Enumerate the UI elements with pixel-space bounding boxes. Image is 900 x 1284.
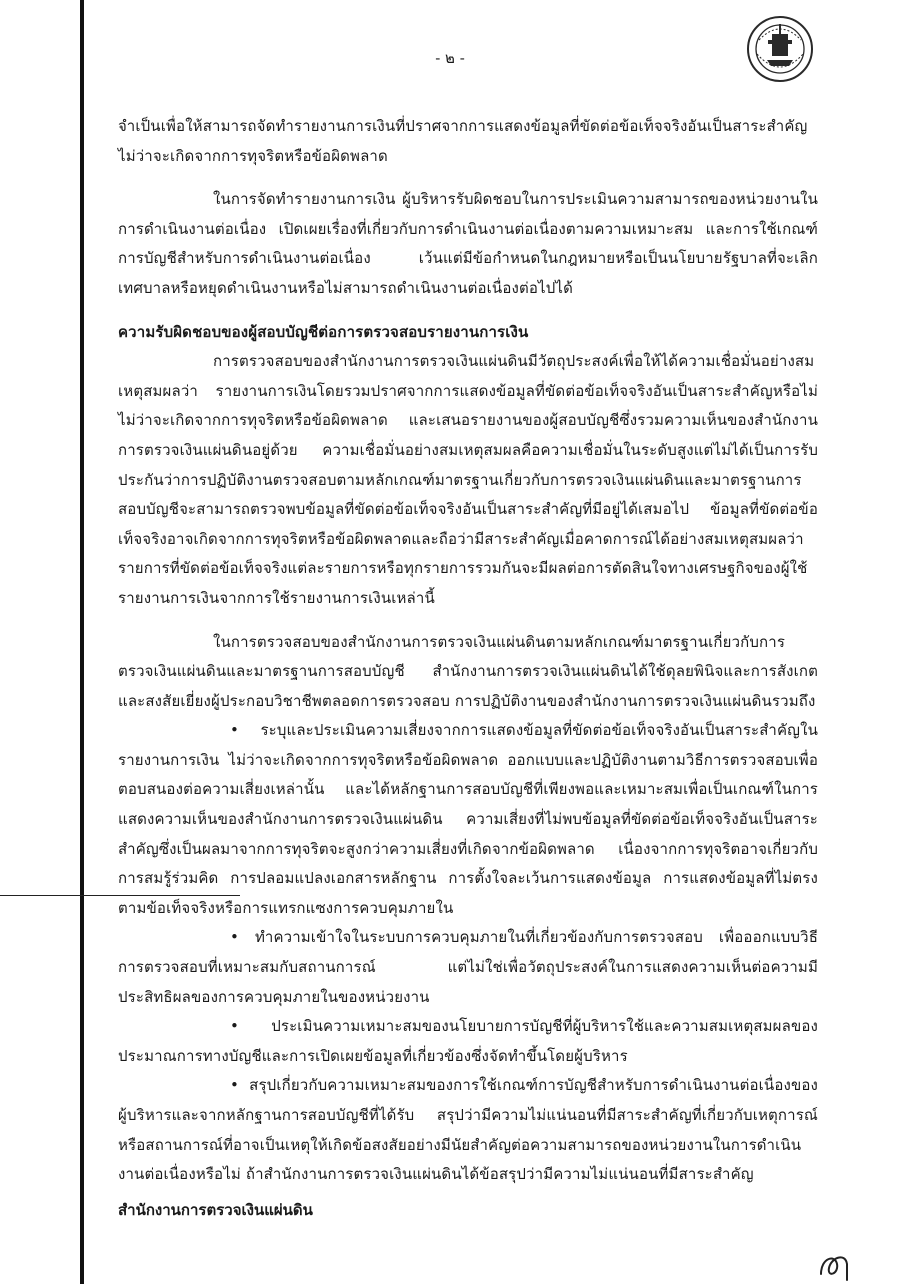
document-body	[118, 112, 818, 1190]
seal-stamp-icon	[745, 14, 815, 84]
bullet-item-3: • ประเมินความเหมาะสมของนโยบายการบัญชีที่ผู้บริหารใช้และความสมเหตุสมผลของประมาณการทางบัญชีและการเปิดเผยข้อมูลที่เกี่ยวข้องซึ่งจัดทำขึ้นโดยผู้บริหาร	[118, 1017, 818, 1065]
paragraph-1: จำเป็นเพื่อให้สามารถจัดทำรายงานการเงินที่ปราศจากการแสดงข้อมูลที่ขัดต่อข้อเท็จจริงอันเป็นสาระสำคัญ ไม่ว่าจะเกิดจากการทุจริตหรือข้อผิดพลาด	[118, 117, 808, 165]
footer-office-name: สำนักงานการตรวจเงินแผ่นดิน	[118, 1201, 313, 1219]
paragraph-3: การตรวจสอบของสำนักงานการตรวจเงินแผ่นดินมีวัตถุประสงค์เพื่อให้ได้ความเชื่อมั่นอย่างสมเหตุสมผลว่า รายงานการเงินโดยรวมปราศจากการแสดงข้อมูลที่ขัดต่อข้อเท็จจริงอันเป็นสาระสำคัญหรือไม่ ไม่ว่าจะเกิดจากการทุจริตหรือข้อผิดพลาด และเสนอรายงานของผู้สอบบัญชีซึ่งรวมความเห็นของสำนักงานการตรวจเงินแผ่นดินอยู่ด้วย ความเชื่อมั่นอย่างสมเหตุสมผลคือความเชื่อมั่นในระดับสูงแต่ไม่ได้เป็นการรับประกันว่าการปฏิบัติงานตรวจสอบตามหลักเกณฑ์มาตรฐานเกี่ยวกับการตรวจเงินแผ่นดินและมาตรฐานการสอบบัญชีจะสามารถตรวจพบข้อมูลที่ขัดต่อข้อเท็จจริงอันเป็นสาระสำคัญที่มีอยู่ได้เสมอไป ข้อมูลที่ขัดต่อข้อเท็จจริงอาจเกิดจากการทุจริตหรือข้อผิดพลาดและถือว่ามีสาระสำคัญเมื่อคาดการณ์ได้อย่างสมเหตุสมผลว่ารายการที่ขัดต่อข้อเท็จจริงแต่ละรายการหรือทุกรายการรวมกันจะมีผลต่อการตัดสินใจทางเศรษฐกิจของผู้ใช้รายงานการเงินจากการใช้รายงานการเงินเหล่านี้	[118, 352, 818, 607]
paragraph-4: ในการตรวจสอบของสำนักงานการตรวจเงินแผ่นดินตามหลักเกณฑ์มาตรฐานเกี่ยวกับการตรวจเงินแผ่นดินและมาตรฐานการสอบบัญชี สำนักงานการตรวจเงินแผ่นดินได้ใช้ดุลยพินิจและการสังเกตและสงสัยเยี่ยงผู้ประกอบวิชาชีพตลอดการตรวจสอบ การปฏิบัติงานของสำนักงานการตรวจเงินแผ่นดินรวมถึง	[118, 632, 818, 710]
section-heading: ความรับผิดชอบของผู้สอบบัญชีต่อการตรวจสอบรายงานการเงิน	[118, 322, 529, 341]
bullet-item-2: • ทำความเข้าใจในระบบการควบคุมภายในที่เกี่ยวข้องกับการตรวจสอบ เพื่อออกแบบวิธีการตรวจสอบที่เหมาะสมกับสถานการณ์ แต่ไม่ใช่เพื่อวัตถุประสงค์ในการแสดงความเห็นต่อความมีประสิทธิผลของการควบคุมภายในของหน่วยงาน	[118, 928, 818, 1006]
paragraph-2: ในการจัดทำรายงานการเงิน ผู้บริหารรับผิดชอบในการประเมินความสามารถของหน่วยงานในการดำเนินงานต่อเนื่อง เปิดเผยเรื่องที่เกี่ยวกับการดำเนินงานต่อเนื่องตามความเหมาะสม และการใช้เกณฑ์การบัญชีสำหรับการดำเนินงานต่อเนื่อง เว้นแต่มีข้อกำหนดในกฎหมายหรือเป็นนโยบายรัฐบาลที่จะเลิกเทศบาลหรือหยุดดำเนินงานหรือไม่สามารถดำเนินงานต่อเนื่องต่อไปได้	[118, 190, 818, 297]
handwritten-initials-icon	[815, 1244, 855, 1282]
bullet-item-4: • สรุปเกี่ยวกับความเหมาะสมของการใช้เกณฑ์การบัญชีสำหรับการดำเนินงานต่อเนื่องของผู้บริหารและจากหลักฐานการสอบบัญชีที่ได้รับ สรุปว่ามีความไม่แน่นอนที่มีสาระสำคัญที่เกี่ยวกับเหตุการณ์หรือสถานการณ์ที่อาจเป็นเหตุให้เกิดข้อสงสัยอย่างมีนัยสำคัญต่อความสามารถของหน่วยงานในการดำเนินงานต่อเนื่องหรือไม่ ถ้าสำนักงานการตรวจเงินแผ่นดินได้ข้อสรุปว่ามีความไม่แน่นอนที่มีสาระสำคัญ	[118, 1076, 818, 1184]
bullet-icon: •	[230, 928, 239, 947]
binding-margin-line	[80, 0, 84, 1284]
bullet-icon: •	[230, 721, 239, 740]
page-number: - ๒ -	[435, 49, 465, 67]
bullet-icon: •	[230, 1017, 239, 1036]
bullet-item-1: • ระบุและประเมินความเสี่ยงจากการแสดงข้อมูลที่ขัดต่อข้อเท็จจริงอันเป็นสาระสำคัญในรายงานการเงิน ไม่ว่าจะเกิดจากการทุจริตหรือข้อผิดพลาด ออกแบบและปฏิบัติงานตามวิธีการตรวจสอบเพื่อตอบสนองต่อความเสี่ยงเหล่านั้น และได้หลักฐานการสอบบัญชีที่เพียงพอและเหมาะสมเพื่อเป็นเกณฑ์ในการแสดงความเห็นของสำนักงานการตรวจเงินแผ่นดิน ความเสี่ยงที่ไม่พบข้อมูลที่ขัดต่อข้อเท็จจริงอันเป็นสาระสำคัญซึ่งเป็นผลมาจากการทุจริตจะสูงกว่าความเสี่ยงที่เกิดจากข้อผิดพลาด เนื่องจากการทุจริตอาจเกี่ยวกับการสมรู้ร่วมคิด การปลอมแปลงเอกสารหลักฐาน การตั้งใจละเว้นการแสดงข้อมูล การแสดงข้อมูลที่ไม่ตรงตามข้อเท็จจริงหรือการแทรกแซงการควบคุมภายใน	[118, 721, 818, 917]
bullet-icon: •	[230, 1076, 239, 1095]
